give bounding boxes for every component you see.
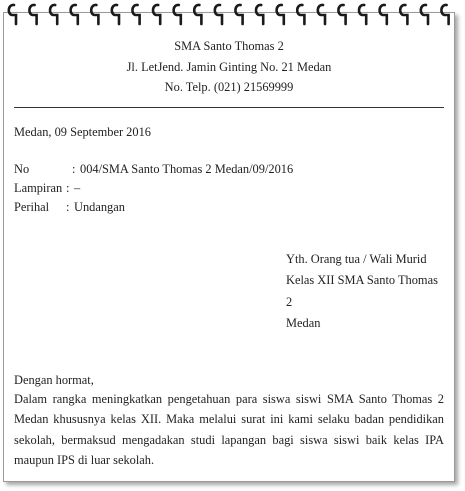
spiral-ring-icon: [194, 5, 201, 24]
meta-nomor-value: 004/SMA Santo Thomas 2 Medan/09/2016: [80, 161, 294, 176]
spiral-ring-icon: [153, 5, 160, 24]
spiral-ring-icon: [215, 5, 222, 24]
meta-separator: :: [66, 199, 70, 214]
spiral-ring-icon: [29, 5, 36, 24]
school-phone: No. Telp. (021) 21569999: [164, 80, 294, 94]
meta-perihal-label: Perihal: [14, 199, 50, 214]
spiral-ring-icon: [318, 5, 325, 24]
spiral-ring-icon: [9, 5, 16, 24]
meta-perihal-value: Undangan: [74, 199, 125, 214]
letter-date: Medan, 09 September 2016: [14, 124, 151, 139]
school-name: SMA Santo Thomas 2: [174, 39, 284, 53]
spiral-ring-icon: [174, 5, 181, 24]
spiral-ring-icon: [112, 5, 119, 24]
school-address: Jl. LetJend. Jamin Ginting No. 21 Medan: [126, 59, 332, 74]
spiral-ring-icon: [91, 5, 98, 24]
meta-nomor-label: No: [14, 161, 30, 176]
recipient-line: Medan: [286, 316, 321, 330]
letterhead-divider: [14, 107, 444, 108]
spiral-ring-icon: [400, 5, 407, 24]
spiral-ring-icon: [421, 5, 428, 24]
letter-meta: [14, 160, 444, 217]
spiral-ring-icon: [441, 5, 448, 24]
body-paragraph: Dalam rangka meningkatkan pengetahuan para siswa siswi SMA Santo Thomas 2 Medan khususnya kelas XII. Maka melalui surat ini kami selaku badan pendidikan sekolah, bermaksud mengadakan studi lapangan bagi siswa siswi baik kelas IPA maupun IPS di luar sekolah.: [14, 391, 444, 467]
letter-content: [14, 28, 444, 471]
spiral-ring-icon: [338, 5, 345, 24]
greeting: Dengan hormat,: [14, 372, 94, 387]
meta-lampiran-label: Lampiran: [14, 180, 63, 195]
meta-lampiran: [14, 179, 444, 198]
meta-separator: :: [72, 161, 76, 176]
spiral-binding-icon: [0, 0, 465, 26]
meta-separator: :: [66, 180, 70, 195]
meta-nomor: [14, 160, 444, 179]
recipient-block: [286, 249, 444, 335]
recipient-line: Yth. Orang tua / Wali Murid: [286, 251, 427, 266]
spiral-ring-icon: [50, 5, 57, 24]
spiral-ring-icon: [256, 5, 263, 24]
spiral-ring-icon: [71, 5, 78, 24]
spiral-ring-icon: [380, 5, 387, 24]
spiral-ring-icon: [132, 5, 139, 24]
spiral-ring-icon: [277, 5, 284, 24]
meta-perihal: [14, 198, 444, 217]
spiral-ring-icon: [235, 5, 242, 24]
spiral-ring-icon: [297, 5, 304, 24]
letterhead: [14, 36, 444, 98]
spiral-ring-icon: [359, 5, 366, 24]
recipient-line: Kelas XII SMA Santo Thomas 2: [286, 273, 438, 309]
meta-lampiran-value: –: [74, 180, 81, 195]
